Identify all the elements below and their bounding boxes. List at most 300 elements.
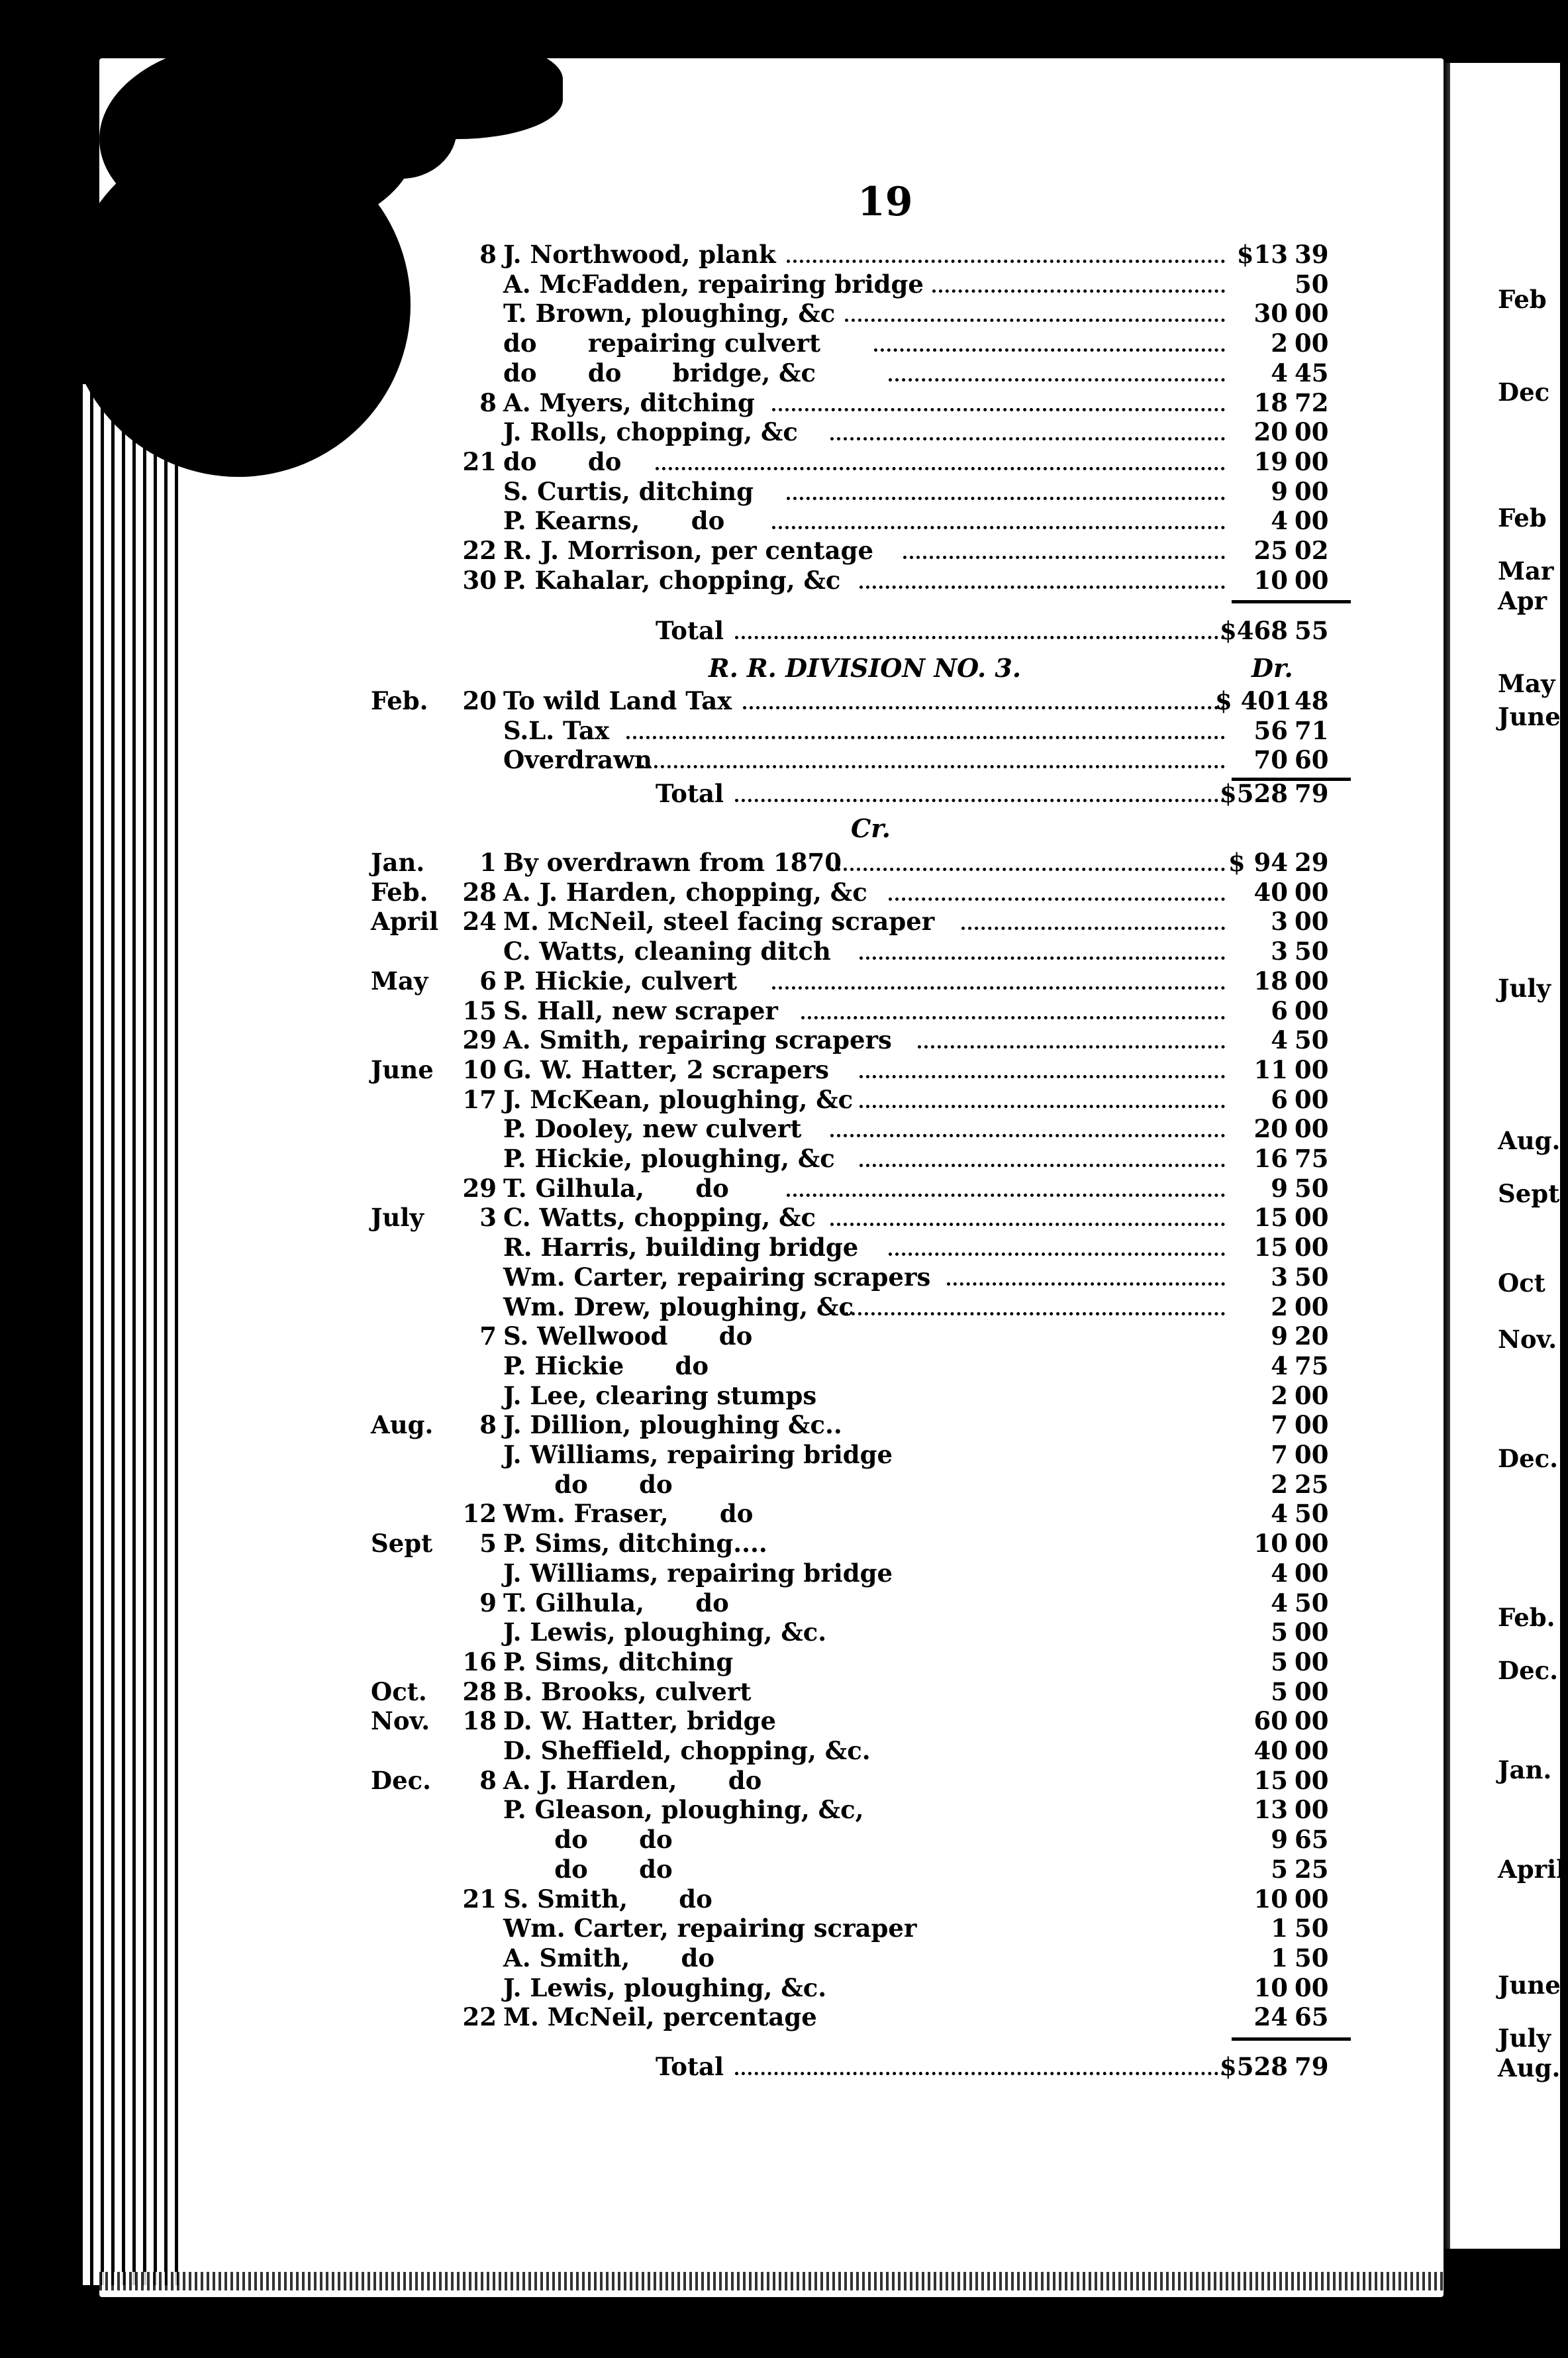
entry-dollars: 10 (1253, 1529, 1288, 1558)
facing-page-month: Feb. (1498, 1603, 1555, 1632)
facing-page-month: Feb (1498, 285, 1547, 314)
entry-dollars: 20 (1253, 1114, 1288, 1143)
ledger-row (0, 1440, 1560, 1469)
entry-cents: 00 (1295, 1203, 1329, 1232)
facing-page-month: June (1498, 702, 1561, 731)
leader-dots (889, 378, 1225, 382)
entry-description: do do (503, 447, 622, 476)
ledger-row (0, 1144, 1560, 1173)
entry-description: S. Smith, do (503, 1884, 712, 1914)
entry-cents: 00 (1295, 1677, 1329, 1706)
entry-description: J. Lewis, ploughing, &c. (503, 1617, 827, 1647)
entry-dollars: 9 (1271, 1825, 1288, 1854)
entry-dollars: 3 (1271, 907, 1288, 936)
entry-cents: 65 (1295, 2002, 1329, 2031)
entry-dollars: 4 (1271, 1025, 1288, 1054)
entry-cents: 00 (1295, 1766, 1329, 1795)
entry-dollars: $13 (1236, 240, 1288, 269)
entry-cents: 00 (1295, 1055, 1329, 1084)
entry-dollars: 4 (1271, 506, 1288, 535)
leader-dots (787, 260, 1225, 263)
ledger-row (0, 1470, 1560, 1499)
leader-dots (947, 1282, 1225, 1286)
leader-dots (903, 556, 1225, 559)
ledger-row (0, 1529, 1560, 1558)
entry-description: P. Kearns, do (503, 506, 725, 535)
entry-dollars: 18 (1253, 388, 1288, 417)
entry-cents: 00 (1295, 1233, 1329, 1262)
ledger-row (0, 1351, 1560, 1380)
entry-day: 22 (462, 2002, 497, 2031)
dr-label: Dr. (1251, 653, 1293, 683)
entry-cents: 00 (1295, 477, 1329, 506)
entry-dollars: 5 (1271, 1617, 1288, 1647)
entry-description: P. Dooley, new culvert (503, 1114, 802, 1143)
entry-dollars: $ 401 (1215, 686, 1292, 715)
ledger-row (0, 1055, 1560, 1084)
leader-dots (874, 348, 1225, 352)
entry-cents: 00 (1295, 1559, 1329, 1588)
entry-description: D. Sheffield, chopping, &c. (503, 1736, 871, 1765)
entry-description: By overdrawn from 1870 (503, 848, 842, 877)
cr-total-rule (1232, 2037, 1351, 2041)
entry-month: April (371, 907, 439, 936)
page-bottom-edge (99, 2272, 1444, 2290)
entry-cents: 65 (1295, 1825, 1329, 1854)
leader-dots (830, 437, 1225, 440)
entry-dollars: 13 (1253, 1795, 1288, 1824)
leader-dots (859, 586, 1225, 589)
entry-dollars: 60 (1253, 1706, 1288, 1735)
leader-dots (961, 927, 1225, 930)
entry-month: Feb. (371, 686, 428, 715)
ledger-row (0, 1025, 1560, 1054)
entry-dollars: 7 (1271, 1440, 1288, 1469)
entry-description: do do (503, 1470, 673, 1499)
entry-day: 21 (462, 447, 497, 476)
ledger-row (0, 966, 1560, 996)
entry-cents: 00 (1295, 1410, 1329, 1439)
entry-dollars: 3 (1271, 937, 1288, 966)
entry-dollars: 10 (1253, 566, 1288, 595)
entry-month: Dec. (371, 1766, 432, 1795)
facing-page-month: Aug. (1498, 2053, 1561, 2082)
total-dollars: $528 (1220, 779, 1288, 808)
entry-description: do do (503, 1825, 673, 1854)
ledger-row (0, 1766, 1560, 1795)
entry-description: C. Watts, chopping, &c (503, 1203, 816, 1232)
total-label: Total (656, 779, 724, 808)
leader-dots (859, 1105, 1225, 1108)
entry-cents: 29 (1295, 848, 1329, 877)
entry-dollars: 40 (1253, 878, 1288, 907)
entry-dollars: 15 (1253, 1766, 1288, 1795)
facing-page-month: Dec. (1498, 1656, 1559, 1685)
entry-cents: 00 (1295, 329, 1329, 358)
leader-dots (889, 1253, 1225, 1256)
entry-month: Oct. (371, 1677, 427, 1706)
entry-description: J. Lewis, ploughing, &c. (503, 1973, 827, 2002)
entry-cents: 75 (1295, 1144, 1329, 1173)
ledger-row (0, 388, 1560, 417)
ledger-row (0, 907, 1560, 936)
entry-day: 29 (462, 1025, 497, 1054)
ledger-row (0, 1085, 1560, 1114)
entry-cents: 00 (1295, 1529, 1329, 1558)
entry-dollars: 2 (1271, 1292, 1288, 1321)
facing-page-month: Nov. (1498, 1325, 1557, 1354)
ledger-row (0, 1617, 1560, 1647)
entry-description: T. Gilhula, do (503, 1174, 729, 1203)
entry-dollars: 19 (1253, 447, 1288, 476)
total-dollars: $468 (1220, 616, 1288, 645)
entry-dollars: 7 (1271, 1410, 1288, 1439)
entry-cents: 45 (1295, 358, 1329, 387)
entry-description: D. W. Hatter, bridge (503, 1706, 777, 1735)
entry-month: June (371, 1055, 434, 1084)
entry-cents: 00 (1295, 1647, 1329, 1676)
facing-page-month: June (1498, 1971, 1561, 2000)
entry-dollars: 4 (1271, 1499, 1288, 1528)
ledger-row (0, 1233, 1560, 1262)
entry-dollars: 9 (1271, 1174, 1288, 1203)
entry-cents: 00 (1295, 1973, 1329, 2002)
entry-description: Wm. Fraser, do (503, 1499, 754, 1528)
entry-description: S.L. Tax (503, 716, 610, 745)
entry-day: 10 (462, 1055, 497, 1084)
leader-dots (626, 736, 1225, 739)
leader-dots (859, 1164, 1225, 1167)
ledger-row (0, 1677, 1560, 1706)
entry-dollars: 25 (1253, 536, 1288, 565)
entry-description: P. Sims, ditching (503, 1647, 734, 1676)
ledger-row (0, 1943, 1560, 1973)
entry-cents: 48 (1295, 686, 1329, 715)
ledger-row (0, 1825, 1560, 1854)
entry-cents: 50 (1295, 1588, 1329, 1617)
entry-cents: 50 (1295, 1025, 1329, 1054)
leader-dots (801, 1016, 1225, 1019)
ledger-row (0, 358, 1560, 387)
facing-page-month: Mar (1498, 556, 1554, 586)
facing-page-month: Jan. (1498, 1755, 1552, 1784)
total-row (0, 779, 1560, 808)
ledger-row (0, 1559, 1560, 1588)
entry-month: July (371, 1203, 424, 1232)
entry-dollars: 56 (1253, 716, 1288, 745)
leader-dots (735, 2072, 1225, 2075)
entry-cents: 00 (1295, 566, 1329, 595)
entry-dollars: 2 (1271, 1381, 1288, 1410)
entry-day: 30 (462, 566, 497, 595)
burn-damage (344, 79, 457, 179)
entry-description: T. Gilhula, do (503, 1588, 729, 1617)
page-number: 19 (858, 179, 913, 225)
ledger-row (0, 1321, 1560, 1351)
entry-cents: 02 (1295, 536, 1329, 565)
entry-description: M. McNeil, steel facing scraper (503, 907, 935, 936)
entry-day: 16 (462, 1647, 497, 1676)
entry-day: 28 (462, 1677, 497, 1706)
leader-dots (830, 868, 1225, 871)
leader-dots (656, 467, 1225, 470)
entry-dollars: 24 (1253, 2002, 1288, 2031)
entry-cents: 00 (1295, 1381, 1329, 1410)
entry-description: S. Curtis, ditching (503, 477, 754, 506)
entry-dollars: 9 (1271, 1321, 1288, 1351)
entry-dollars: 5 (1271, 1855, 1288, 1884)
leader-dots (772, 408, 1225, 411)
entry-description: Wm. Drew, ploughing, &c (503, 1292, 854, 1321)
entry-dollars: 10 (1253, 1973, 1288, 2002)
entry-description: P. Hickie, culvert (503, 966, 738, 996)
entry-description: J. Williams, repairing bridge (503, 1559, 893, 1588)
entry-day: 9 (479, 1588, 497, 1617)
entry-description: M. McNeil, percentage (503, 2002, 817, 2031)
leader-dots (735, 799, 1225, 802)
ledger-row (0, 878, 1560, 907)
entry-dollars: $ 94 (1228, 848, 1288, 877)
entry-cents: 00 (1295, 907, 1329, 936)
entry-description: G. W. Hatter, 2 scrapers (503, 1055, 830, 1084)
entry-description: do repairing culvert (503, 329, 821, 358)
entry-description: A. Smith, repairing scrapers (503, 1025, 892, 1054)
entry-cents: 00 (1295, 966, 1329, 996)
entry-day: 28 (462, 878, 497, 907)
ledger-row (0, 1588, 1560, 1617)
entry-description: A. Smith, do (503, 1943, 715, 1973)
entry-dollars: 4 (1271, 358, 1288, 387)
ledger-row (0, 716, 1560, 745)
entry-cents: 00 (1295, 996, 1329, 1025)
ledger-row (0, 2002, 1560, 2031)
entry-dollars: 40 (1253, 1736, 1288, 1765)
ledger-row (0, 1884, 1560, 1914)
entry-dollars: 6 (1271, 996, 1288, 1025)
entry-cents: 50 (1295, 1262, 1329, 1292)
entry-description: J. Lee, clearing stumps (503, 1381, 817, 1410)
entry-description: P. Kahalar, chopping, &c (503, 566, 841, 595)
entry-dollars: 9 (1271, 477, 1288, 506)
ledger-row (0, 299, 1560, 328)
leader-dots (641, 765, 1225, 768)
leader-dots (845, 319, 1225, 322)
total-label: Total (656, 616, 724, 645)
entry-day: 15 (462, 996, 497, 1025)
leader-dots (772, 986, 1225, 990)
entry-description: R. J. Morrison, per centage (503, 536, 873, 565)
leader-dots (918, 1045, 1225, 1049)
entry-month: Aug. (371, 1410, 434, 1439)
entry-cents: 20 (1295, 1321, 1329, 1351)
entry-month: Nov. (371, 1706, 430, 1735)
ledger-row (0, 1262, 1560, 1292)
entry-dollars: 1 (1271, 1943, 1288, 1973)
entry-dollars: 70 (1253, 745, 1288, 774)
total-row (0, 2052, 1560, 2081)
entry-cents: 25 (1295, 1470, 1329, 1499)
ledger-row (0, 1114, 1560, 1143)
ledger-row (0, 270, 1560, 299)
entry-dollars: 4 (1271, 1559, 1288, 1588)
facing-page-month: July (1498, 2024, 1551, 2053)
entry-month: Jan. (371, 848, 425, 877)
total-cents: 79 (1295, 779, 1329, 808)
entry-dollars: 4 (1271, 1588, 1288, 1617)
ledger-row (0, 240, 1560, 269)
entry-day: 5 (479, 1529, 497, 1558)
entry-cents: 25 (1295, 1855, 1329, 1884)
ledger-row (0, 1410, 1560, 1439)
facing-page-month: April (1498, 1855, 1566, 1884)
entry-cents: 00 (1295, 1795, 1329, 1824)
top-total-rule (1232, 600, 1351, 603)
entry-day: 8 (479, 388, 497, 417)
entry-day: 8 (479, 1410, 497, 1439)
entry-cents: 00 (1295, 1617, 1329, 1647)
entry-dollars: 16 (1253, 1144, 1288, 1173)
entry-description: do do bridge, &c (503, 358, 816, 387)
entry-cents: 72 (1295, 388, 1329, 417)
ledger-row (0, 1292, 1560, 1321)
ledger-row (0, 1736, 1560, 1765)
ledger-row (0, 1174, 1560, 1203)
entry-dollars: 11 (1253, 1055, 1288, 1084)
entry-description: Wm. Carter, repairing scrapers (503, 1262, 931, 1292)
entry-day: 20 (462, 686, 497, 715)
entry-description: C. Watts, cleaning ditch (503, 937, 831, 966)
total-label: Total (656, 2052, 724, 2081)
entry-cents: 50 (1295, 270, 1329, 299)
entry-day: 8 (479, 240, 497, 269)
entry-description: A. Myers, ditching (503, 388, 755, 417)
entry-description: R. Harris, building bridge (503, 1233, 859, 1262)
ledger-row (0, 1973, 1560, 2002)
entry-description: S. Wellwood do (503, 1321, 753, 1351)
ledger-row (0, 1381, 1560, 1410)
ledger-row (0, 745, 1560, 774)
leader-dots (735, 636, 1225, 639)
entry-dollars: 30 (1253, 299, 1288, 328)
entry-cents: 50 (1295, 1174, 1329, 1203)
entry-dollars: 5 (1271, 1647, 1288, 1676)
entry-day: 6 (479, 966, 497, 996)
leader-dots (889, 897, 1225, 901)
entry-description: Overdrawn (503, 745, 652, 774)
entry-dollars: 18 (1253, 966, 1288, 996)
division-heading: R. R. DIVISION NO. 3. (709, 653, 1022, 683)
entry-dollars: 4 (1271, 1351, 1288, 1380)
total-cents: 79 (1295, 2052, 1329, 2081)
entry-dollars: 2 (1271, 1470, 1288, 1499)
leader-dots (845, 1312, 1225, 1315)
entry-description: J. Northwood, plank (503, 240, 776, 269)
ledger-row (0, 996, 1560, 1025)
ledger-row (0, 686, 1560, 715)
facing-page-month: Dec (1498, 378, 1550, 407)
ledger-row (0, 1647, 1560, 1676)
entry-cents: 71 (1295, 716, 1329, 745)
entry-dollars: 5 (1271, 1677, 1288, 1706)
entry-day: 29 (462, 1174, 497, 1203)
ledger-row (0, 848, 1560, 877)
entry-description: Wm. Carter, repairing scraper (503, 1914, 917, 1943)
entry-description: do do (503, 1855, 673, 1884)
entry-dollars: 6 (1271, 1085, 1288, 1114)
entry-cents: 39 (1295, 240, 1329, 269)
leader-dots (787, 497, 1225, 500)
ledger-row (0, 937, 1560, 966)
cr-label: Cr. (851, 813, 891, 843)
entry-description: S. Hall, new scraper (503, 996, 778, 1025)
entry-dollars: 10 (1253, 1884, 1288, 1914)
entry-dollars: 15 (1253, 1203, 1288, 1232)
entry-cents: 60 (1295, 745, 1329, 774)
facing-page-month: Sept. (1498, 1179, 1568, 1208)
ledger-row (0, 506, 1560, 535)
ledger-row (0, 1795, 1560, 1824)
entry-description: J. McKean, ploughing, &c (503, 1085, 854, 1114)
entry-cents: 50 (1295, 1499, 1329, 1528)
entry-description: To wild Land Tax (503, 686, 732, 715)
entry-cents: 00 (1295, 1706, 1329, 1735)
entry-description: T. Brown, ploughing, &c (503, 299, 836, 328)
ledger-row (0, 447, 1560, 476)
entry-month: Feb. (371, 878, 428, 907)
entry-description: P. Hickie do (503, 1351, 709, 1380)
ledger-row (0, 1706, 1560, 1735)
entry-day: 18 (462, 1706, 497, 1735)
facing-page-month: July (1498, 974, 1551, 1003)
leader-dots (830, 1223, 1225, 1226)
total-row (0, 616, 1560, 645)
entry-dollars: 1 (1271, 1914, 1288, 1943)
facing-page-month: May (1498, 669, 1555, 698)
ledger-row (0, 566, 1560, 595)
entry-cents: 50 (1295, 937, 1329, 966)
entry-description: P. Sims, ditching.... (503, 1529, 767, 1558)
ledger-row (0, 536, 1560, 565)
leader-dots (932, 289, 1225, 293)
entry-description: A. McFadden, repairing bridge (503, 270, 924, 299)
entry-cents: 00 (1295, 506, 1329, 535)
ledger-row (0, 1203, 1560, 1232)
leader-dots (787, 1194, 1225, 1197)
entry-dollars: 15 (1253, 1233, 1288, 1262)
ledger-row (0, 1855, 1560, 1884)
entry-day: 12 (462, 1499, 497, 1528)
leader-dots (772, 526, 1225, 529)
leader-dots (859, 956, 1225, 960)
facing-page-month: Dec. (1498, 1444, 1559, 1473)
ledger-row (0, 1914, 1560, 1943)
entry-day: 21 (462, 1884, 497, 1914)
facing-page-month: Feb (1498, 503, 1547, 533)
entry-description: J. Williams, repairing bridge (503, 1440, 893, 1469)
entry-description: P. Gleason, ploughing, &c, (503, 1795, 864, 1824)
entry-month: Sept (371, 1529, 433, 1558)
entry-day: 24 (462, 907, 497, 936)
ledger-row (0, 417, 1560, 446)
ledger-row (0, 477, 1560, 506)
entry-cents: 00 (1295, 1292, 1329, 1321)
leader-dots (830, 1134, 1225, 1137)
entry-cents: 50 (1295, 1943, 1329, 1973)
entry-description: J. Dillion, ploughing &c.. (503, 1410, 842, 1439)
facing-page-month: Oct (1498, 1268, 1545, 1298)
entry-cents: 00 (1295, 1114, 1329, 1143)
ledger-row (0, 329, 1560, 358)
